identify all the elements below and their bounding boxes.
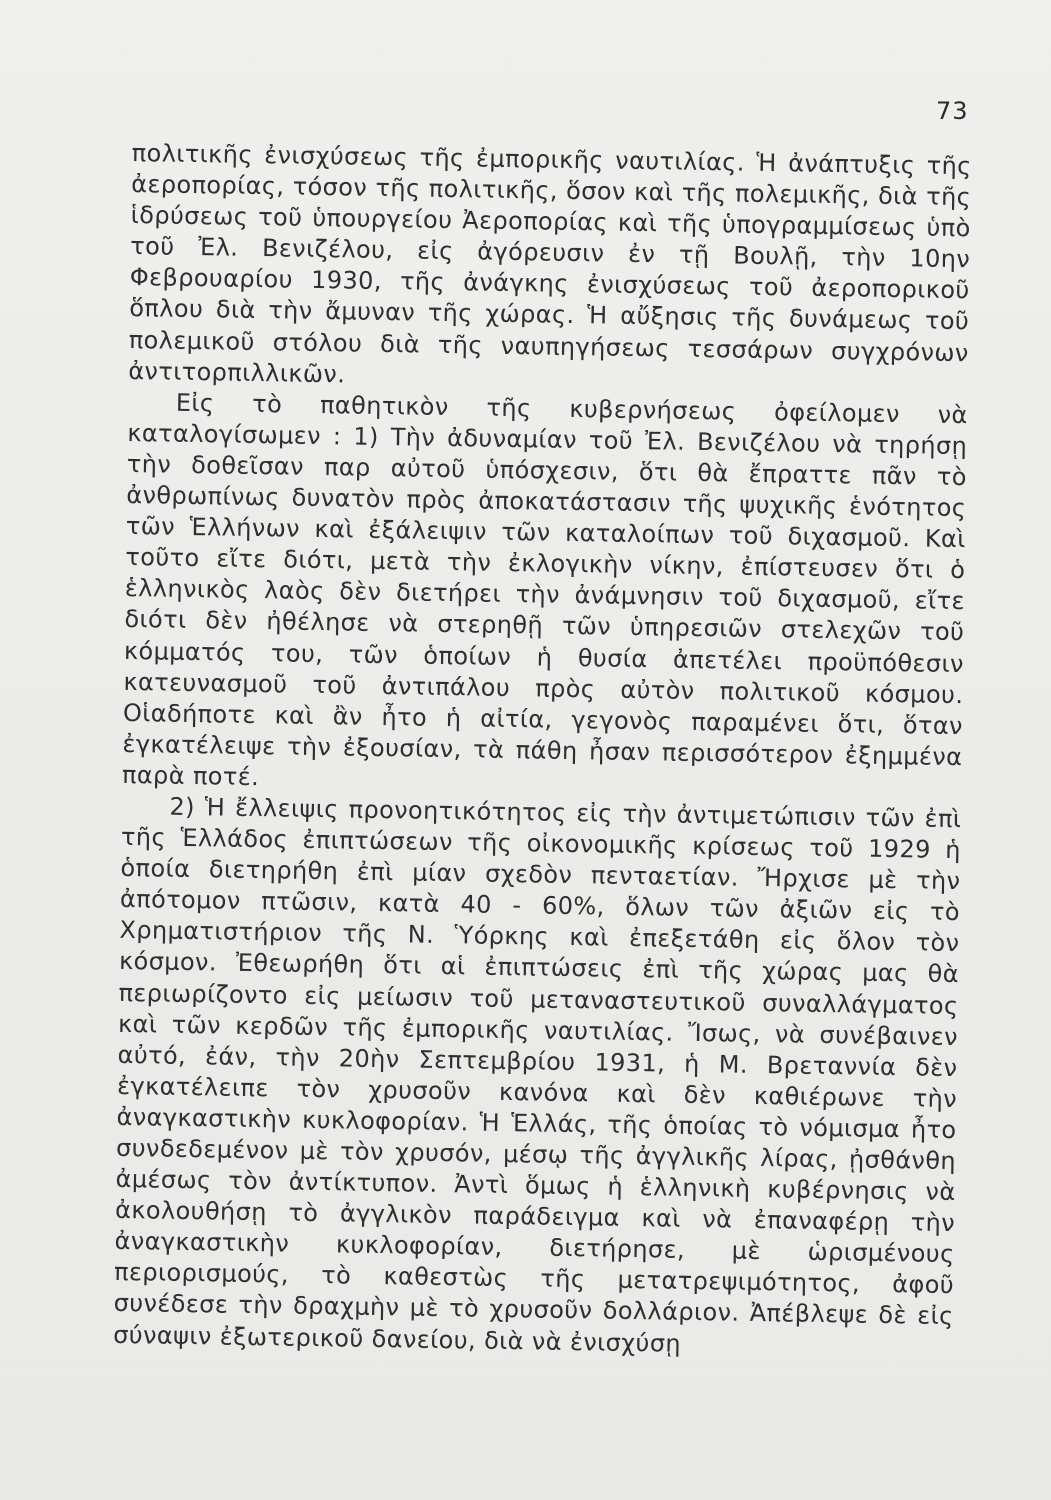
body-text [113,138,972,1364]
paragraph-text: πολιτικῆς ἐνισχύσεως τῆς ἐμπορικῆς ναυτιλίας. Ἡ ἀνάπτυξις τῆς ἀεροπορίας, τόσον τῆς πολιτικῆς, ὅσον καὶ τῆς πολεμικῆς, διὰ τῆς ἱδρύσεως τοῦ ὑπουργείου Ἀεροπορίας καὶ τῆς ὑπογραμμίσεως ὑπὸ τοῦ Ἐλ. Βενιζέλου, εἰς ἀγόρευσιν ἐν τῇ Βουλῇ, τὴν 10ην Φεβρουαρίου 1930, τῆς ἀνάγκης ἐνισχύσεως τοῦ ἀεροπορικοῦ ὅπλου διὰ τὴν ἄμυναν τῆς χώρας. Ἡ αὔξησις τῆς δυνάμεως τοῦ πολεμικοῦ στόλου διὰ τῆς ναυπηγήσεως τεσσάρων συγχρόνων ἀντιτορπιλλικῶν. [128,138,972,389]
paragraph-aviation-and-fleet [128,138,972,400]
paragraph-text: 2) Ἡ ἔλλειψις προνοητικότητος εἰς τὴν ἀντιμετώπισιν τῶν ἐπὶ τῆς Ἑλλάδος ἐπιπτώσεων τῆς οἰκονομικῆς κρίσεως τοῦ 1929 ἡ ὁποία διετηρήθη ἐπὶ μίαν σχεδὸν πενταετίαν. Ἤρχισε μὲ τὴν ἀπότομον πτῶσιν, κατὰ 40 - 60%, ὅλων τῶν ἀξιῶν εἰς τὸ Χρηματιστήριον τῆς Ν. Ὑόρκης καὶ ἐπεξετάθη εἰς ὅλον τὸν κόσμον. Ἐθεωρήθη ὅτι αἱ ἐπιπτώσεις ἐπὶ τῆς χώρας μας θὰ περιωρίζοντο εἰς μείωσιν τοῦ μεταναστευτικοῦ συναλλάγματος καὶ τῶν κερδῶν τῆς ἐμπορικῆς ναυτιλίας. Ἴσως, νὰ συνέβαινεν αὐτό, ἐάν, τὴν 20ὴν Σεπτεμβρίου 1931, ἡ Μ. Βρεταννία δὲν ἐγκατέλειπε τὸν χρυσοῦν κανόνα καὶ δὲν καθιέρωνε τὴν ἀναγκαστικὴν κυκλοφορίαν. Ἡ Ἑλλάς, τῆς ὁποίας τὸ νόμισμα ἦτο συνδεδεμένον μὲ τὸν χρυσόν, μέσῳ τῆς ἀγγλικῆς λίρας, ᾐσθάνθη ἀμέσως τὸν ἀντίκτυπον. Ἀντὶ ὅμως ἡ ἑλληνικὴ κυβέρνησις νὰ ἀκολουθήσῃ τὸ ἀγγλικὸν παράδειγμα καὶ νὰ ἐπαναφέρῃ τὴν ἀναγκαστικὴν κυκλοφορίαν, διετήρησε, μὲ ὡρισμένους περιορισμούς, τὸ καθεστὼς τῆς μετατρεψιμότητος, ἀφοῦ συνέδεσε τὴν δραχμὴν μὲ τὸ χρυσοῦν δολλάριον. Ἀπέβλεψε δὲ εἰς σύναψιν ἐξωτερικοῦ δανείου, διὰ νὰ ἐνισχύσῃ [112,792,962,1358]
paragraph-economic-crisis [113,791,962,1364]
paragraph-text: Εἰς τὸ παθητικὸν τῆς κυβερνήσεως ὀφείλομεν νὰ καταλογίσωμεν : 1) Τὴν ἀδυναμίαν τοῦ Ἐλ. Βενιζέλου νὰ τηρήσῃ τὴν δοθεῖσαν παρ αὐτοῦ ὑπόσχεσιν, ὅτι θὰ ἔπραττε πᾶν τὸ ἀνθρωπίνως δυνατὸν πρὸς ἀποκατάστασιν τῆς ψυχικῆς ἑνότητος τῶν Ἑλλήνων καὶ ἐξάλειψιν τῶν καταλοίπων τοῦ διχασμοῦ. Καὶ τοῦτο εἴτε διότι, μετὰ τὴν ἐκλογικὴν νίκην, ἐπίστευσεν ὅτι ὁ ἑλληνικὸς λαὸς δὲν διετήρει τὴν ἀνάμνησιν τοῦ διχασμοῦ, εἴτε διότι δὲν ἠθέλησε νὰ στερηθῇ τῶν ὑπηρεσιῶν στελεχῶν τοῦ κόμματός του, τῶν ὁποίων ἡ θυσία ἀπετέλει προϋπόθεσιν κατευνασμοῦ τοῦ ἀντιπάλου πρὸς αὐτὸν πολιτικοῦ κόσμου. Οἱαδήποτε καὶ ἂν ἦτο ἡ αἰτία, γεγονὸς παραμένει ὅτι, ὅταν ἐγκατέλειψε τὴν ἐξουσίαν, τὰ πάθη ἦσαν περισσότερον ἐξημμένα παρὰ ποτέ. [121,388,968,791]
paragraph-government-liabilities [122,387,968,804]
page-number: 73 [936,97,969,125]
